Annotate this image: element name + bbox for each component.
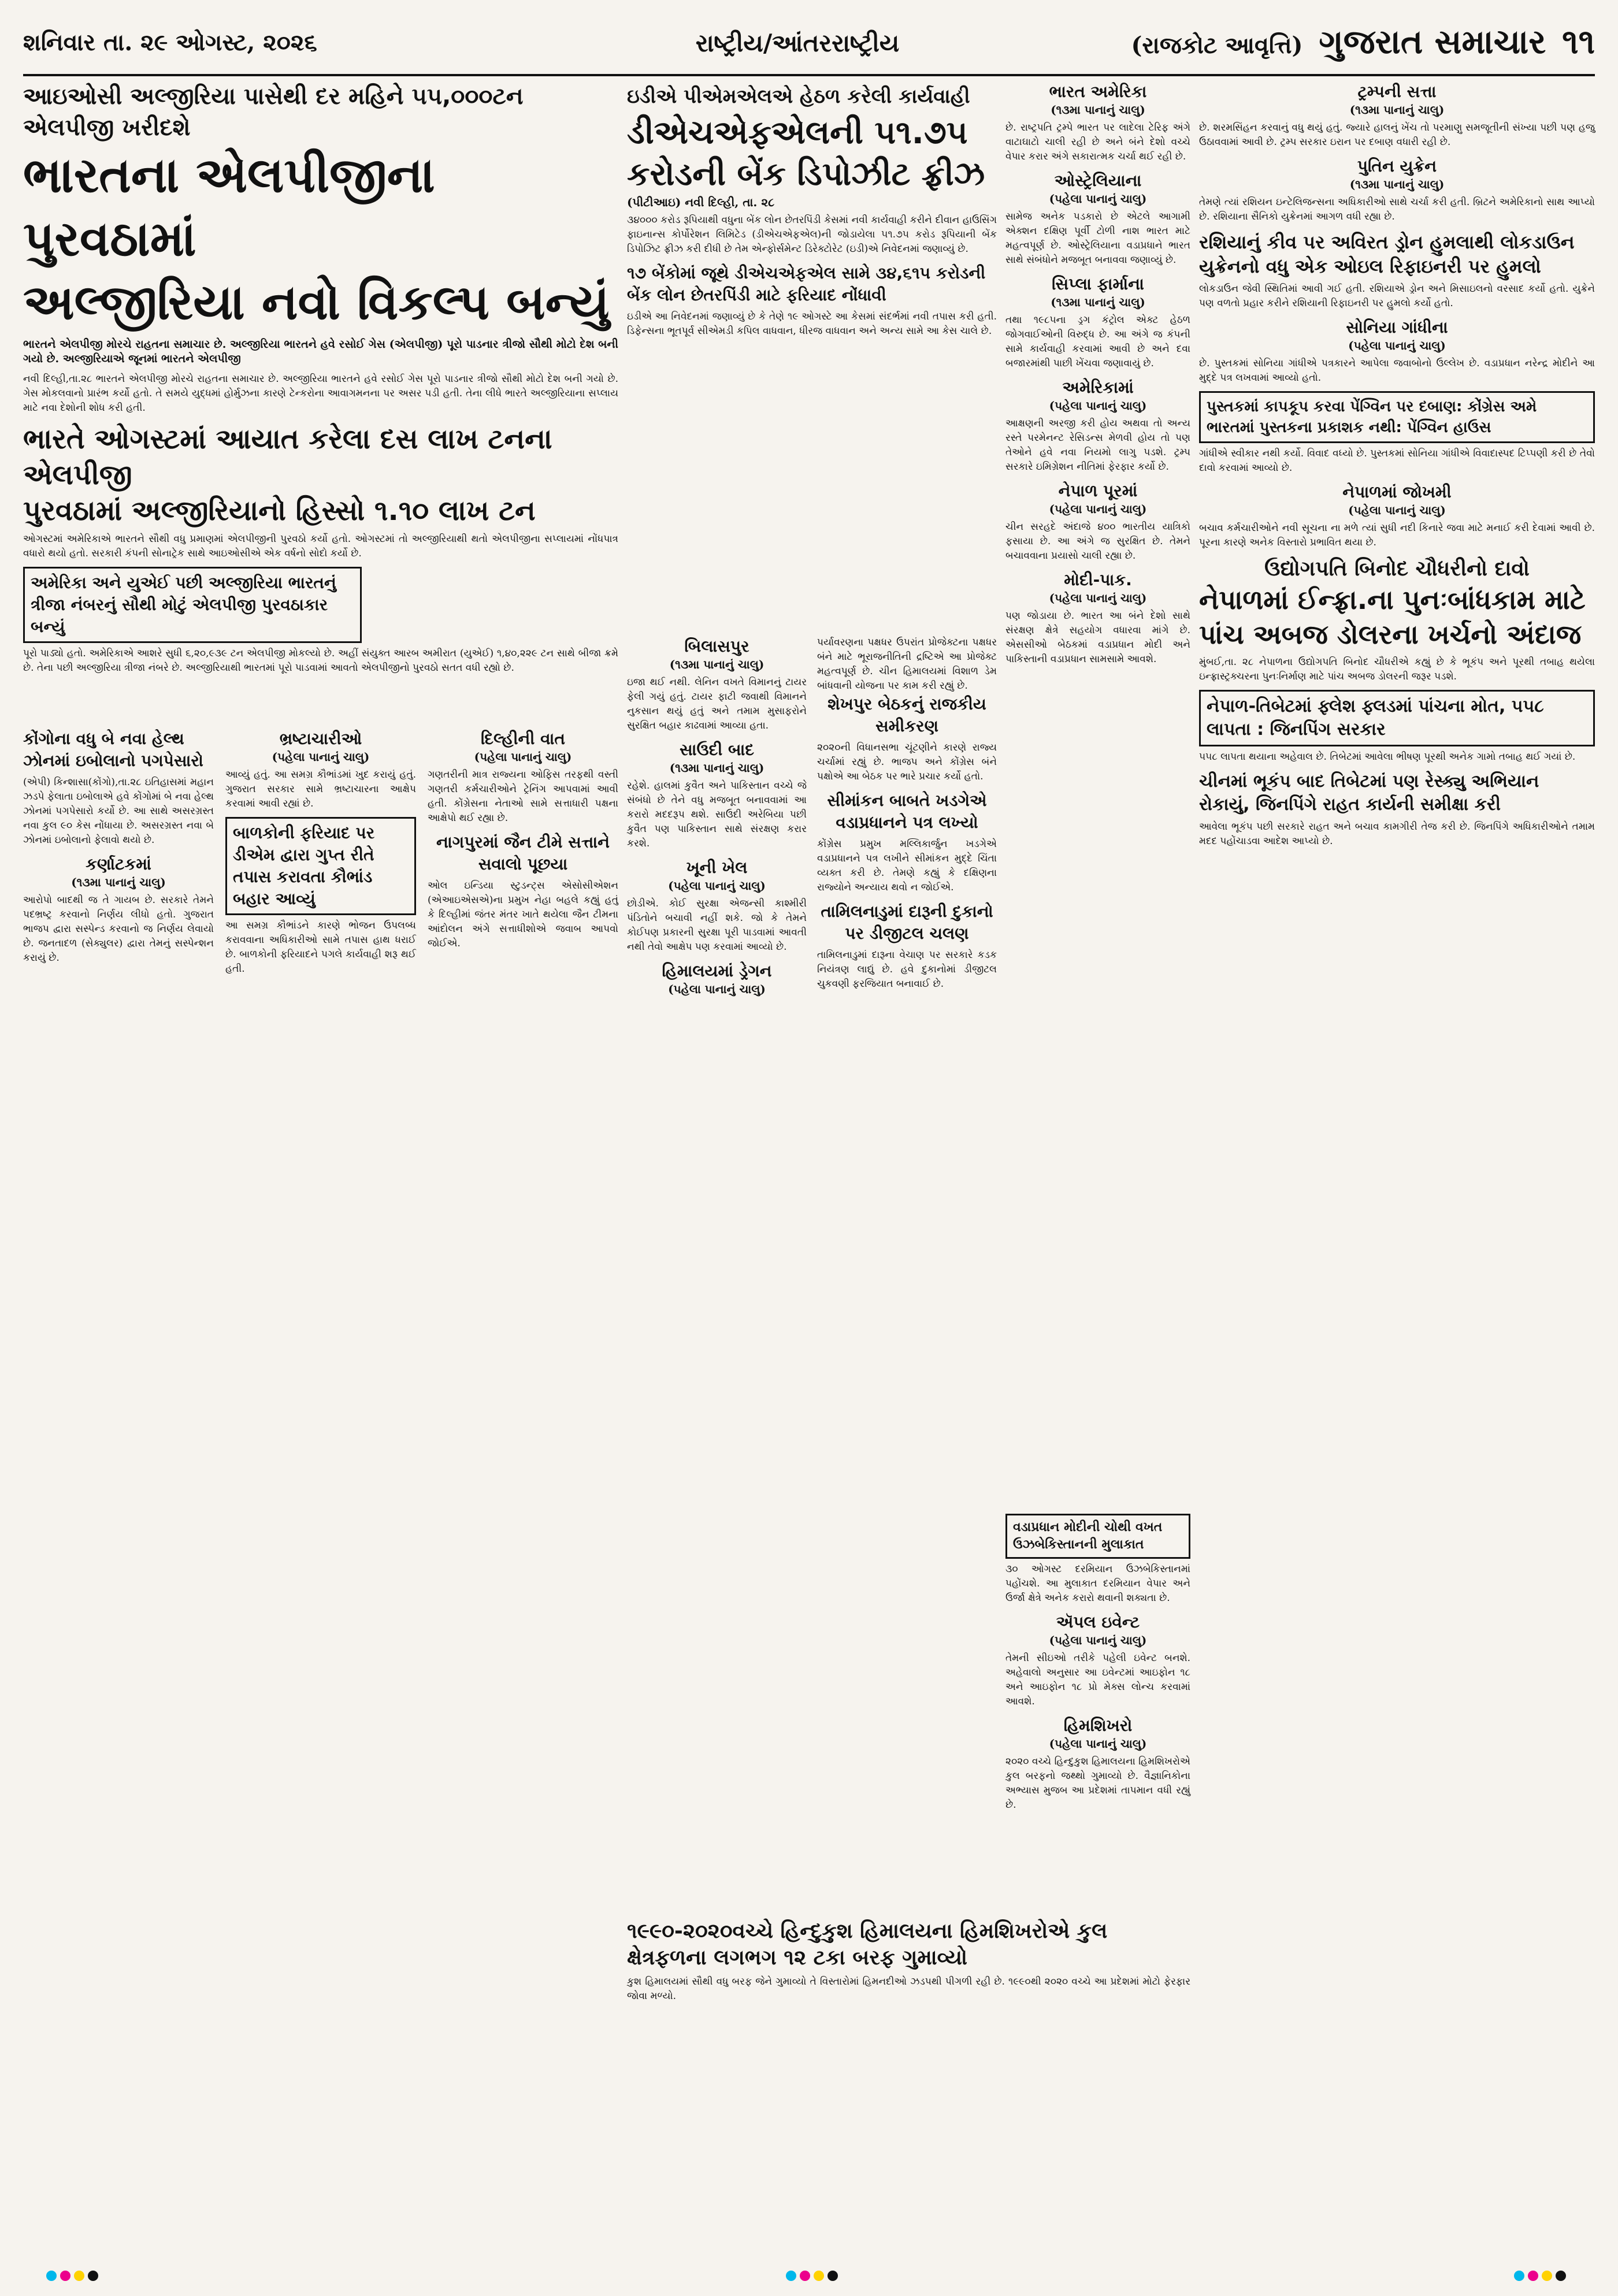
lead-body-3: પૂરો પાડ્યો હતો. અમેરિકાએ આશરે સુધી ૬,૨૦,૯૩૯ ટન એલપીજી મોકલ્યો છે. અહીં સંયુક્ત આરબ અમીરાત (યુએઈ) ૧,૪૦,૨૨૯ ટન સાથે બીજા ક્રમે છે. તેના પછી અલ્જીરિયા ત્રીજા નંબરે છે. અલ્જીરિયાથી ભારતમાં પૂરો પાડવામાં આવતો એલપીજીનો પુરવઠો સતત વધી રહ્યો છે. [23, 648, 618, 674]
article-body: છે. શરમસિંહન કરવાનું વધુ થયું હતું. જ્યારે હાલનું ખેંચ તો પરમાણુ સમજૂતીની સંખ્યા પછી પણ હજુ ઉઠાવવામાં આવી છે. ટ્રમ્પ સરકાર ઇરાન પર દબાણ વધારી રહી છે. [1199, 122, 1595, 148]
article [627, 857, 807, 954]
magenta-dot [1528, 2271, 1538, 2281]
article-sub: (પહેલા પાનાનું ચાલુ) [668, 879, 766, 893]
page-header [23, 16, 1595, 76]
article-body: ગાંધીએ સ્વીકાર નથી કર્યો. વિવાદ વધ્યો છે. પુસ્તકમાં સોનિયા ગાંધીએ વિવાદાસ્પદ ટિપ્પણી કરી છે તેવો દાવો કરવામાં આવ્યો છે. [1199, 448, 1595, 474]
article [817, 693, 997, 784]
article [428, 831, 618, 951]
magenta-dot [60, 2271, 70, 2281]
article-title: બાળકોની ફરિયાદ પર ડીએમ દ્વારા ગુપ્ત રીતે તપાસ કરાવતા કૌભાંડ બહાર આવ્યું [225, 817, 416, 915]
article-sub: (પહેલા પાનાનું ચાલુ) [1049, 399, 1147, 413]
article-sub: (૧૩મા પાનાનું ચાલુ) [669, 761, 765, 775]
article-title: તામિલનાડુમાં દારૂની દુકાનો પર ડીજીટલ ચલણ [821, 902, 993, 943]
right-column [1199, 81, 1595, 855]
article-sub: (પહેલા પાનાનું ચાલુ) [272, 750, 370, 764]
article [1199, 556, 1595, 582]
center-body-2: ઇડીએ આ નિવેદનમાં જણાવ્યું છે કે તેણે ૧૯ ઓગસ્ટે આ કેસમાં સંદર્ભમાં નવી તપાસ કરી હતી. ડિફેન્સના ભૂતપૂર્વ સીએમડી કપિલ વાધવાન, ધીરજ વાધવાન અને અન્ય સામે આ કેસ ચાલે છે. [627, 311, 997, 337]
article-body: ઇજા થઈ નથી. લેનિન વખતે વિમાનનું ટાયર ફેલી ગયું હતું. ટાયર ફાટી જવાથી વિમાનને નુકસાન થયું હતું અને તમામ મુસાફરોને સુરક્ષિત બહાર કાઢવામાં આવ્યા હતા. [627, 677, 807, 731]
article-title: ખૂની ખેલ [686, 858, 748, 877]
cyan-dot [786, 2271, 796, 2281]
article-title: અમેરિકામાં [1062, 378, 1134, 397]
article-sub: (પહેલા પાનાનું ચાલુ) [1049, 1737, 1147, 1751]
left-articles [23, 728, 618, 976]
article [23, 853, 214, 965]
article-body: ઓલ ઇન્ડિયા સ્ટુડન્ટ્સ એસોસીએશન (એઆઇએસએ)ના પ્રમુખ નેહા બહલે કહ્યું હતું કે દિલ્હીમાં જંતર મંતર ખાતે થયેલા જૈન ટીમના આંદોલન અંગે સત્તાધીશોએ જવાબ આપવો જોઈએ. [428, 880, 618, 949]
article [1005, 480, 1190, 563]
article [1199, 155, 1595, 224]
article [1199, 317, 1595, 385]
article-sub: (પહેલા પાનાનું ચાલુ) [1049, 1633, 1147, 1647]
black-dot [827, 2271, 838, 2281]
article-title: કોંગોના વધુ બે નવા હેલ્થ ઝોનમાં ઇબોલાનો પગપેસારો [23, 729, 203, 770]
article-title: નેપાળ-તિબેટમાં ફ્લેશ ફ્લડમાં પાંચના મોત, ૫૫૮ લાપતા : જિનપિંગ સરકાર [1199, 690, 1595, 746]
article-title: કર્ણાટકમાં [86, 855, 151, 874]
issue-date: શનિવાર તા. ૨૯ ઓગસ્ટ, ૨૦૨૬ [23, 29, 317, 56]
yellow-dot [1542, 2271, 1552, 2281]
article-body: ૨૦૨૦ની વિધાનસભા ચૂંટણીને કારણે રાજ્ય ચર્ચામાં રહ્યું છે. ભાજપ અને કોંગ્રેસ બંને પક્ષોએ આ બેઠક પર ભારે પ્રચાર કર્યો હતો. [817, 742, 997, 782]
article-title: સાઉદી બાદ [679, 740, 755, 759]
article [1005, 273, 1190, 371]
article-body: આવ્યું હતું. આ સમગ્ર કૌભાંડમાં ખુદ કરાયું હતું. ગુજરાત સરકાર સામે ભ્રષ્ટાચારના આક્ષેપ કરવામાં આવી રહ્યાં છે. [225, 769, 416, 809]
article-title: ભ્રષ્ટાચારીઓ [279, 729, 362, 748]
article-body: તેમણે ત્યાં રશિયન ઇન્ટેલિજન્સના અધિકારીઓ સાથે ચર્ચા કરી હતી. બ્રિટને અમેરિકાનો સાથ આપ્યો છે. રશિયાના સૈનિકો યુક્રેનમાં આગળ વધી રહ્યા છે. [1199, 196, 1595, 222]
glacier-headline: ૧૯૯૦-૨૦૨૦વચ્ચે હિન્દુકુશ હિમાલયના હિમશિખરોએ કુલ ક્ષેત્રફળના લગભગ ૧૨ ટકા બરફ ગુમાવ્યો [627, 1919, 1108, 1970]
edition-label: (રાજકોટ આવૃત્તિ) [1131, 32, 1303, 59]
article-title: હિમાલયમાં ડ્રેગન [662, 961, 772, 980]
article-title: સીમાંકન બાબતે ખડગેએ વડાપ્રધાનને પત્ર લખ્યો [827, 791, 987, 832]
article [627, 739, 807, 851]
article [428, 728, 618, 826]
glacier-story [627, 1918, 1190, 2009]
article [627, 636, 807, 733]
article [1005, 1611, 1190, 1709]
article-title: સોનિયા ગાંધીના [1346, 318, 1448, 337]
article-body: ૫૫૮ લાપતા થયાના અહેવાલ છે. તિબેટમાં આવેલા ભીષણ પૂરથી અનેક ગામો તબાહ થઈ ગયાં છે. [1199, 751, 1576, 763]
section-label: રાષ્ટ્રીય/આંતરરાષ્ટ્રીય [695, 29, 900, 57]
lead-box-headline: અમેરિકા અને યુએઈ પછી અલ્જીરિયા ભારતનું ત્રીજા નંબરનું સૌથી મોટું એલપીજી પુરવઠાકાર બન્યું [23, 567, 362, 643]
black-dot [1556, 2271, 1566, 2281]
article-title: હિમશિખરો [1063, 1716, 1133, 1735]
article [1199, 391, 1595, 475]
article-sub: (પહેલા પાનાનું ચાલુ) [668, 982, 766, 996]
article-body: ૨૦૨૦ વચ્ચે હિન્દુકુશ હિમાલયના હિમશિખરોએ કુલ બરફનો જથ્થો ગુમાવ્યો છે. વૈજ્ઞાનિકોના અભ્યાસ મુજબ આ પ્રદેશમાં તાપમાન વધી રહ્યું છે. [1005, 1756, 1190, 1811]
article-body: આવેલા ભૂકંપ પછી સરકારે રાહત અને બચાવ કામગીરી તેજ કરી છે. જિનપિંગે અધિકારીઓને તમામ મદદ પહોંચાડવા આદેશ આપ્યો છે. [1199, 821, 1595, 847]
article-title: નેપાળ પૂરમાં [1058, 481, 1138, 500]
mid-right-lower [1005, 1514, 1190, 1818]
article-title: પુસ્તકમાં કાપકૂપ કરવા પેંગ્વિન પર દબાણ: કોંગ્રેસ અમે ભારતમાં પુસ્તકના પ્રકાશક નથી: પેંગ્વિન હાઉસ [1199, 391, 1595, 443]
article-body: રહેશે. હાલમાં કુવૈત અને પાકિસ્તાન વચ્ચે જે સંબંધો છે તેને વધુ મજબૂત બનાવવામાં આ કરારો મદદરૂપ થશે. સાઉદી અરેબિયા પછી કુવૈત પણ પાકિસ્તાન સાથે સંરક્ષણ કરાર કરશે. [627, 780, 807, 849]
lead-sub-1: ભારતે ઓગસ્ટમાં આયાત કરેલા દસ લાખ ટનના એલપીજી [23, 423, 552, 491]
article-body: બચાવ કર્મચારીઓને નવી સૂચના ના મળે ત્યાં સુધી નદી કિનારે જવા માટે મનાઈ કરી દેવામાં આવી છે. પૂરના કારણે અનેક વિસ્તારો પ્રભાવિત થયા છે. [1199, 522, 1595, 548]
article [1199, 690, 1595, 764]
article-body: છે. રાષ્ટ્રપતિ ટ્રમ્પે ભારત પર લાદેલા ટેરિફ અંગે વાટાઘાટો ચાલી રહી છે અને બંને દેશો વચ્ચે વેપાર કરાર અંગે સકારાત્મક ચર્ચા થઈ રહી છે. [1005, 122, 1190, 162]
article-title: શેખપુર બેઠકનું રાજકીય સમીકરણ [827, 694, 986, 735]
magenta-dot [800, 2271, 810, 2281]
registration-dots-left [46, 2271, 102, 2282]
registration-dots-right [1514, 2271, 1569, 2282]
article [1199, 230, 1595, 311]
article [1005, 377, 1190, 474]
article-sub: (પહેલા પાનાનું ચાલુ) [1049, 192, 1147, 206]
article-body: પણ જોડાયા છે. ભારત આ બંને દેશો સાથે સંરક્ષણ ક્ષેત્રે સહયોગ વધારવા માંગે છે. એસસીઓ બેઠકમાં વડાપ્રધાન મોદી અને પાકિસ્તાની વડાપ્રધાન સામસામે આવશે. [1005, 610, 1190, 665]
article-title: સિપ્લા ફાર્માના [1052, 274, 1144, 293]
article-title: ભારત અમેરિકા [1049, 82, 1147, 101]
lead-body: નવી દિલ્હી,તા.૨૮ ભારતને એલપીજી મોરચે રાહતના સમાચાર છે. અલ્જીરિયા ભારતને હવે રસોઈ ગેસ પૂરો પાડનાર ત્રીજો સૌથી મોટો દેશ બની ગયો છે. ગેસ મોકલવાનો પ્રારંભ કર્યો હતો. તે સમયે યુદ્ધમાં હોર્મુઝના કારણે ટેન્કરોના આવાગમનના પર અસર પડી હતી. તેના લીધે ભારતે અલ્જીરિયાના સપ્લાય માટે નવા દેશોની શોધ કરી હતી. [23, 373, 618, 414]
black-dot [88, 2271, 98, 2281]
article [817, 901, 997, 991]
article [1005, 569, 1190, 667]
article-kicker: ઉદ્યોગપતિ બિનોદ ચૌધરીનો દાવો [1264, 557, 1530, 581]
article-body: ચીન સરહદે અંદાજે ૪૦૦ ભારતીય યાત્રિકો ફસાયા છે. આ અંગે જ સુરક્ષિત છે. તેમને બચાવવાના પ્રયાસો ચાલી રહ્યા છે. [1005, 521, 1190, 562]
lead-intro: ભારતને એલપીજી મોરચે રાહતના સમાચાર છે. અલ્જીરિયા ભારતને હવે રસોઈ ગેસ (એલપીજી) પૂરો પાડનાર ત્રીજો સૌથી મોટો દેશ બની ગયો છે. અલ્જીરિયાએ જૂનમાં ભારતને એલપીજી [23, 338, 618, 365]
article-sub: (૧૩મા પાનાનું ચાલુ) [1051, 295, 1145, 309]
page-number: ૧૧ [1562, 22, 1595, 61]
article-body: તેમની સીઇઓ તરીકે પહેલી ઇવેન્ટ બનશે. અહેવાલો અનુસાર આ ઇવેન્ટમાં આઇફોન ૧૮ અને આઇફોન ૧૮ પ્રો મેક્સ લોન્ચ કરવામાં આવશે. [1005, 1652, 1190, 1707]
cyan-dot [1514, 2271, 1524, 2281]
article-sub: (પહેલા પાનાનું ચાલુ) [1049, 591, 1147, 605]
lead-sub-2: પુરવઠામાં અલ્જીરિયાનો હિસ્સો ૧.૧૦ લાખ ટન [23, 495, 536, 527]
article-body: કોંગ્રેસ પ્રમુખ મલ્લિકાર્જુન ખડગેએ વડાપ્રધાનને પત્ર લખીને સીમાંકન મુદ્દે ચિંતા વ્યક્ત કરી છે. તેમણે કહ્યું કે દક્ષિણના રાજ્યોને અન્યાય થવો ન જોઈએ. [817, 838, 997, 893]
article-title: વડાપ્રધાન મોદીની ચોથી વખત ઉઝબેકિસ્તાનની મુલાકાત [1005, 1514, 1190, 1559]
article-title: ઍપલ ઇવેન્ટ [1056, 1613, 1140, 1632]
article-sub: (પહેલા પાનાનું ચાલુ) [1348, 339, 1446, 352]
article [1199, 770, 1595, 849]
article [1199, 481, 1595, 550]
article-title: ઓસ્ટ્રેલિયાના [1054, 171, 1142, 190]
article-sub: (૧૩મા પાનાનું ચાલુ) [1349, 103, 1445, 117]
article [817, 790, 997, 895]
masthead [1131, 22, 1595, 62]
lead-kicker: આઇઓસી અલ્જીરિયા પાસેથી દર મહિને ૫૫,૦૦૦ટન એલપીજી ખરીદશે [23, 83, 524, 141]
article [23, 728, 214, 848]
article-title: મોદી-પાક. [1064, 570, 1132, 589]
article [1005, 81, 1190, 164]
center-headline: ડીએચએફએલની ૫૧.૭૫ કરોડની બેંક ડિપોઝીટ ફ્રીઝ [627, 114, 985, 193]
article [225, 728, 416, 811]
article-sub: (૧૩મા પાનાનું ચાલુ) [1349, 177, 1445, 191]
article-sub: (૧૩મા પાનાનું ચાલુ) [669, 657, 765, 671]
center-kicker: ઇડીએ પીએમએલએ હેઠળ કરેલી કાર્યવાહી [627, 85, 970, 108]
lead-body-2: ઓગસ્ટમાં અમેરિકાએ ભારતને સૌથી વધુ પ્રમાણમાં એલપીજીની પુરવઠો કર્યો હતો. ઓગસ્ટમાં તો અલ્જીરિયાથી થતો એલપીજીના સપ્લાયમાં નોંધપાત્ર વધારો થયો હતો. સરકારી કંપની સોનાટ્રેક સાથે આઇઓસીએ એક વર્ષનો સોદો કર્યો છે. [23, 533, 618, 559]
article-body: પર્યાવરણના પક્ષધર ઉપરાંત પ્રોજેક્ટના પક્ષધર બંને માટે ભૂરાજનીતિની દ્રષ્ટિએ આ પ્રોજેક્ટ મહત્વપૂર્ણ છે. ચીન હિમાલયમાં વિશાળ ડેમ બાંધવાની યોજના પર કામ કરી રહ્યું છે. [817, 637, 997, 692]
article-body: મુંબઈ,તા. ૨૮ નેપાળના ઉદ્યોગપતિ બિનોદ ચૌધરીએ કહ્યું છે કે ભૂકંપ અને પૂરથી તબાહ થયેલા ઇન્ફ્રાસ્ટ્રક્ચરના પુનઃનિર્માણ માટે પાંચ અબજ ડોલરની જરૂર પડશે. [1199, 656, 1595, 682]
center-body: ૩૪૦૦૦ કરોડ રૂપિયાથી વધુના બેંક લોન છેતરપિંડી કેસમાં નવી કાર્યવાહી કરીને દીવાન હાઉસિંગ ફાઇનાન્સ કોર્પોરેશન લિમિટેડ (ડીએચએફએલ)ની જોડાયેલા ૫૧.૭૫ કરોડ રૂપિયાની બેંક ડિપોઝિટ ફ્રીઝ કરી દીધી છે તેમ એન્ફોર્સમેન્ટ ડિરેક્ટોરેટ (ઇડી)એ નિવેદનમાં જણાવ્યું છે. [627, 214, 997, 255]
article-body: આક્ષણની અરજી કરી હોય અથવા તો અન્ય રસ્તે પરમેનન્ટ રેસિડન્સ મેળવી હોય તો પણ તેઓને હવે નવા નિયમો લાગુ પડશે. ટ્રમ્પ સરકારે ઇમિગ્રેશન નીતિમાં ફેરફાર કર્યો છે. [1005, 418, 1190, 473]
article-body: છે. પુસ્તકમાં સોનિયા ગાંધીએ પત્રકારને આપેલા જવાબોનો ઉલ્લેખ છે. વડાપ્રધાન નરેન્દ્ર મોદીને આ મુદ્દે પત્ર લખવામાં આવ્યો હતો. [1199, 358, 1595, 384]
article-sub: (પહેલા પાનાનું ચાલુ) [474, 750, 572, 764]
article-title: નાગપુરમાં જૈન ટીમે સત્તાને સવાલો પૂછયા [436, 833, 610, 874]
glacier-body: કુશ હિમાલયમાં સૌથી વધુ બરફ જેને ગુમાવ્યો તે વિસ્તારોમાં હિમનદીઓ ઝડપથી પીગળી રહી છે. ૧૯૯૦થી ૨૦૨૦ વચ્ચે આ પ્રદેશમાં મોટો ફેરફાર જોવા મળ્યો. [627, 1976, 1190, 2002]
article-body: સામેજ અનેક પડકારો છે એટલે આગામી એક્શન દક્ષિણ પૂર્વી ટોળી નાશ ભારત માટે મહત્વપૂર્ણ છે. ઓસ્ટ્રેલિયાના વડાપ્રધાને ભારત સાથે સંબંધોને મજબૂત બનાવવા જણાવ્યું છે. [1005, 211, 1190, 266]
masthead-title: ગુજરાત સમાચાર [1319, 22, 1546, 61]
article-sub: (પહેલા પાનાનું ચાલુ) [1049, 502, 1147, 516]
article-body: તામિલનાડુમાં દારૂના વેચાણ પર સરકારે કડક નિયંત્રણ લાદ્યું છે. હવે દુકાનોમાં ડીજીટલ ચુકવણી ફરજિયાત બનાવાઈ છે. [817, 949, 997, 990]
article-body: ગણતરીની માત્ર રાજ્યના ઓફિસ તરફથી વસ્તી ગણતરી કર્મચારીઓને ટ્રેનિંગ આપવામાં આવી હતી. કોંગ્રેસના નેતાઓ સામે સત્તાધારી પક્ષના આક્ષેપો થઈ રહ્યા છે. [428, 769, 618, 824]
article-title: ચીનમાં ભૂકંપ બાદ તિબેટમાં પણ રેસ્ક્યુ અભિયાન રોકાયું, જિનપિંગે રાહત કાર્યની સમીક્ષા કરી [1199, 771, 1539, 815]
lead-story [23, 81, 618, 681]
article-title: રશિયાનું કીવ પર અવિરત ડ્રોન હુમલાથી લોકડાઉન યુક્રેનનો વધુ એક ઓઇલ રિફાઇનરી પર હુમલો [1199, 231, 1575, 277]
center-subhead: ૧૭ બેંકોમાં જૂથે ડીએચએફએલ સામે ૩૪,૬૧૫ કરોડની બેંક લોન છેતરપિંડી માટે ફરિયાદ નોંધાવી [627, 263, 986, 304]
article [1005, 1715, 1190, 1812]
article-sub: (૧૩મા પાનાનું ચાલુ) [1051, 103, 1145, 117]
article-title: બિલાસપુર [684, 637, 749, 656]
article-body: તથા ૧૯૮૫ના ડ્રગ કંટ્રોલ એક્ટ હેઠળ જોગવાઈઓની વિરુદ્ધ છે. આ અંગે જ કંપની સામે કાર્યવાહી કરવામાં આવી છે અને દવા બજારમાંથી પાછી ખેંચવા જણાવાયું છે. [1005, 314, 1190, 369]
article-sub: (પહેલા પાનાનું ચાલુ) [1348, 503, 1446, 517]
center-dateline: (પીટીઆઇ) નવી દિલ્હી, તા. ૨૮ [627, 195, 775, 209]
mid-right-column [1005, 81, 1190, 673]
yellow-dot [814, 2271, 824, 2281]
article-title: પુતિન યુક્રેન [1357, 157, 1437, 176]
article [1005, 170, 1190, 268]
center-articles [627, 636, 997, 1002]
article [1199, 81, 1595, 150]
article-title: નેપાળમાં ઈન્ફ્રા.ના પુનઃબાંધકામ માટે પાંચ અબજ ડોલરના ખર્ચનો અંદાજ [1199, 584, 1586, 650]
article-body: આ સમગ્ર કૌભાંડને કારણે ભોજન ઉપલબ્ધ કરાવવાના અધિકારીઓ સામે તપાસ હાથ ધરાઈ છે. બાળકોની ફરિયાદને પગલે કાર્યવાહી શરૂ થઈ હતી. [225, 920, 416, 975]
article-body: ૩૦ ઓગસ્ટ દરમિયાન ઉઝબેકિસ્તાનમાં પહોંચશે. આ મુલાકાત દરમિયાન વેપાર અને ઉર્જા ક્ષેત્રે અનેક કરારો થવાની શક્યતા છે. [1005, 1563, 1190, 1604]
article [1199, 582, 1595, 684]
lead-headline-1: ભારતના એલપીજીના પુરવઠામાં [23, 147, 435, 267]
yellow-dot [74, 2271, 84, 2281]
cyan-dot [46, 2271, 57, 2281]
article-body: છોડીએ. કોઈ સુરક્ષા એજન્સી કાશ્મીરી પંડિતોને બચાવી નહીં શકે. જો કે તેમને કોઈપણ પ્રકારની સુરક્ષા પૂરી પાડવામાં આવતી નથી તેવો આક્ષેપ પણ કરવામાં આવ્યો છે. [627, 898, 807, 953]
center-story [627, 81, 997, 344]
lead-headline-2: અલ્જીરિયા નવો વિકલ્પ બન્યું [23, 274, 610, 330]
registration-dots-center [786, 2271, 841, 2282]
article-body: લોકડાઉન જેવી સ્થિતિમાં આવી ગઈ હતી. રશિયાએ ડ્રોન અને મિસાઇલનો વરસાદ કર્યો હતો. યુક્રેને પણ વળતો પ્રહાર કરીને રશિયાની રિફાઇનરી પર હુમલો કર્યો હતો. [1199, 283, 1595, 309]
article-body: (એપી) કિન્શાસા(કોંગો),તા.૨૮ ઇતિહાસમાં મહાન ઝડપે ફેલાતા ઇબોલાએ હવે કોંગોમાં બે નવા હેલ્થ ઝોનમાં પગપેસારો કર્યો છે. આ સાથે અસરગ્રસ્ત નવા કુલ ૯૦ કેસ નોંધાયા છે. અસરગ્રસ્ત નવા બે ઝોનમાં ઇબોલાનો ફેલાવો થયો છે. [23, 777, 214, 846]
article-body: આરોપો બાદથી જ તે ગાયબ છે. સરકારે તેમને પદભ્રષ્ટ્ર કરવાનો નિર્ણય લીધો હતો. ગુજરાત ભાજપ દ્વારા સસ્પેન્ડ કરવાનો જ નિર્ણય લેવાયો છે. જનતાદળ (સેક્યુલર) દ્વારા તેમનું સસ્પેન્શન કરાયું છે. [23, 894, 214, 964]
article [1005, 1514, 1190, 1606]
article-title: ટ્રમ્પની સત્તા [1357, 82, 1437, 101]
article-title: નેપાળમાં જોખમી [1342, 482, 1452, 501]
article-sub: (૧૩મા પાનાનું ચાલુ) [71, 875, 166, 889]
article [225, 817, 416, 976]
article-title: દિલ્હીની વાત [481, 729, 565, 748]
